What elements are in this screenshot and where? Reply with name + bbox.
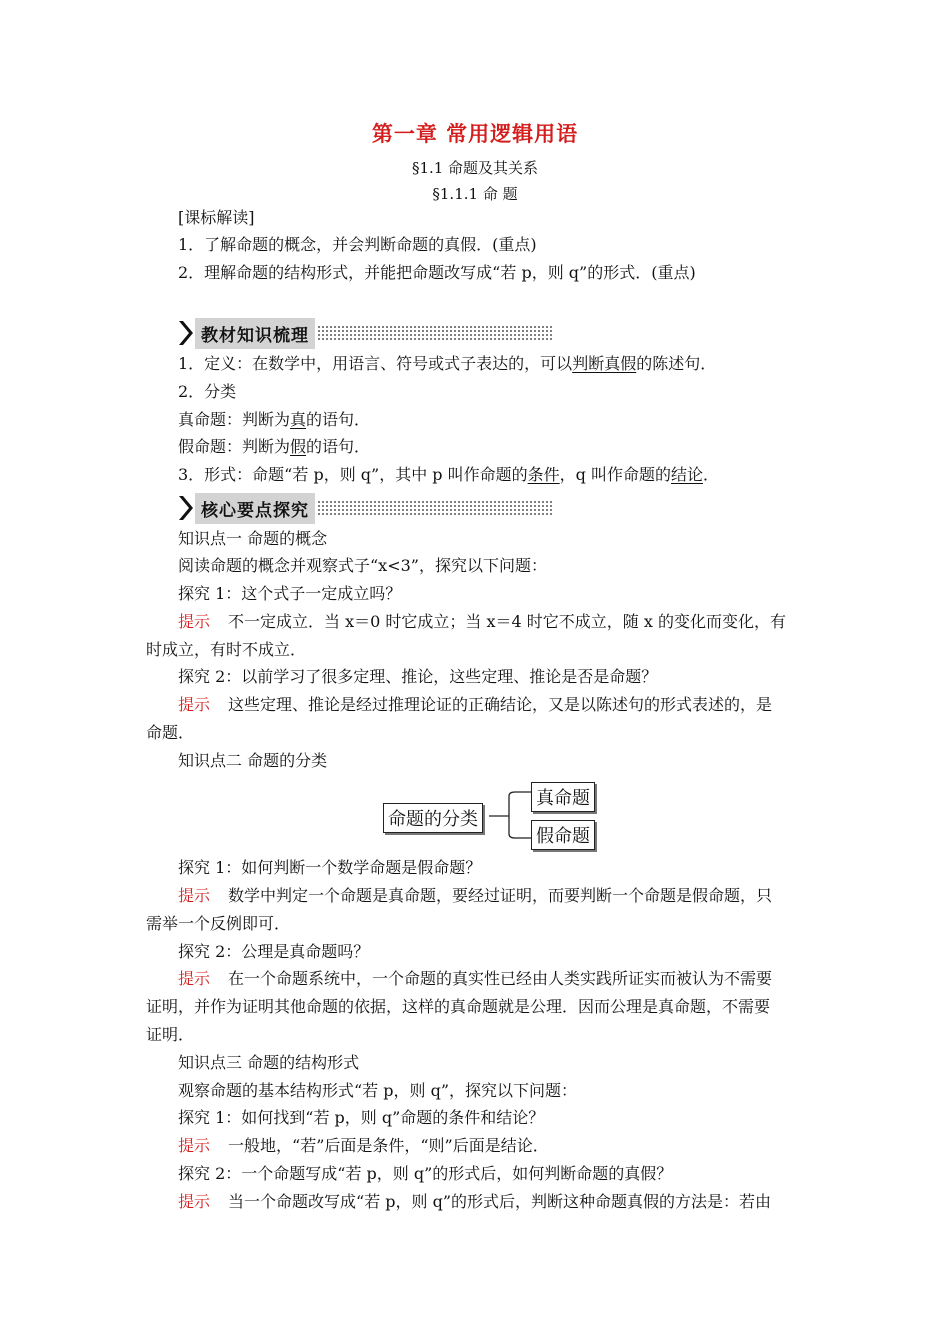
dotted-rule <box>317 500 553 516</box>
chapter-title: 第一章 常用逻辑用语 <box>371 121 579 146</box>
k2-q1: 探究 1：如何判断一个数学命题是假命题？ <box>178 858 482 877</box>
section-bar-knowledge <box>177 319 553 347</box>
section-bar-core <box>177 494 553 522</box>
classification-diagram <box>383 780 603 850</box>
k3-q1: 探究 1：如何找到“若 p，则 q”命题的条件和结论？ <box>178 1108 545 1127</box>
diagram-root: 命题的分类 <box>383 803 483 833</box>
standards-item-2: 2．理解命题的结构形式，并能把命题改写成“若 p，则 q”的形式．(重点) <box>178 263 696 282</box>
k3-title: 知识点三 命题的结构形式 <box>178 1053 360 1072</box>
k2-q2: 探究 2：公理是真命题吗？ <box>178 942 370 961</box>
k1-a1: 提示 不一定成立．当 x＝0 时它成立；当 x＝4 时它不成立，随 x 的变化而变化，有 <box>178 612 786 631</box>
true-prop-line: 真命题：判断为真的语句． <box>178 410 371 429</box>
standards-label: [课标解读] <box>178 208 255 227</box>
k2-title: 知识点二 命题的分类 <box>178 751 328 770</box>
k2-a2-cont2: 证明． <box>146 1025 195 1044</box>
section-title: §1.1 命题及其关系 <box>411 159 539 177</box>
k1-title: 知识点一 命题的概念 <box>178 529 328 548</box>
k1-q1: 探究 1：这个式子一定成立吗？ <box>178 584 402 603</box>
k3-a1: 提示 一般地，“若”后面是条件，“则”后面是结论． <box>178 1136 549 1155</box>
section-heading: 教材知识梳理 <box>195 318 315 349</box>
diagram-false-branch: 假命题 <box>531 820 595 850</box>
k1-intro: 阅读命题的概念并观察式子“x<3”，探究以下问题： <box>178 556 547 575</box>
subsection-title: §1.1.1 命 题 <box>432 185 518 203</box>
k3-q2: 探究 2：一个命题写成“若 p，则 q”的形式后，如何判断命题的真假？ <box>178 1164 673 1183</box>
hint-label: 提示 <box>178 612 211 631</box>
k2-a1-cont: 需举一个反例即可． <box>146 914 291 933</box>
k1-a2-cont: 命题． <box>146 723 195 742</box>
k1-q2: 探究 2：以前学习了很多定理、推论，这些定理、推论是否是命题？ <box>178 667 658 686</box>
classify-line: 2．分类 <box>178 382 237 401</box>
section-heading: 核心要点探究 <box>195 493 315 524</box>
hint-label: 提示 <box>178 1192 211 1211</box>
hint-label: 提示 <box>178 886 211 905</box>
k3-a2: 提示 当一个命题改写成“若 p，则 q”的形式后，判断这种命题真假的方法是：若由 <box>178 1192 772 1211</box>
hint-label: 提示 <box>178 1136 211 1155</box>
k3-intro: 观察命题的基本结构形式“若 p，则 q”，探究以下问题： <box>178 1081 578 1100</box>
standards-item-1: 1．了解命题的概念，并会判断命题的真假．(重点) <box>178 235 537 254</box>
definition-line: 1．定义：在数学中，用语言、符号或式子表达的，可以判断真假的陈述句． <box>178 354 717 373</box>
chevron-right-icon <box>177 319 195 347</box>
k2-a2: 提示 在一个命题系统中，一个命题的真实性已经由人类实践所证实而被认为不需要 <box>178 969 773 988</box>
chevron-right-icon <box>177 494 195 522</box>
k2-a2-cont: 证明，并作为证明其他命题的依据，这样的真命题就是公理．因而公理是真命题，不需要 <box>146 997 771 1016</box>
k1-a2: 提示 这些定理、推论是经过推理论证的正确结论，又是以陈述句的形式表述的，是 <box>178 695 773 714</box>
k2-a1: 提示 数学中判定一个命题是真命题，要经过证明，而要判断一个命题是假命题，只 <box>178 886 773 905</box>
hint-label: 提示 <box>178 969 211 988</box>
form-line: 3．形式：命题“若 p，则 q”，其中 p 叫作命题的条件，q 叫作命题的结论． <box>178 465 720 484</box>
hint-label: 提示 <box>178 695 211 714</box>
dotted-rule <box>317 325 553 341</box>
false-prop-line: 假命题：判断为假的语句． <box>178 437 371 456</box>
k1-a1-cont: 时成立，有时不成立． <box>146 640 307 659</box>
diagram-true-branch: 真命题 <box>531 782 595 812</box>
